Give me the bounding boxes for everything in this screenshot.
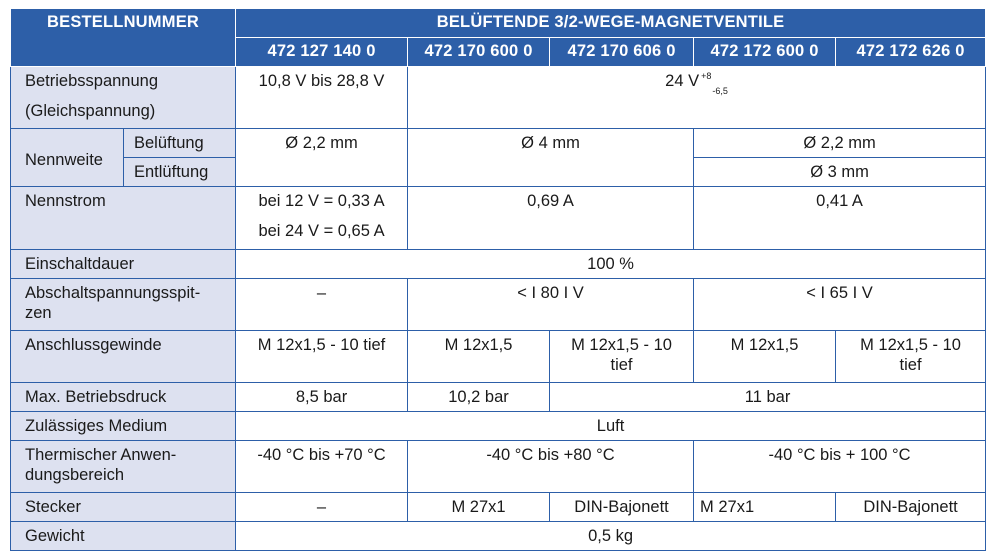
value-line: bei 12 V = 0,33 A xyxy=(258,192,385,210)
row-abschaltspannungsspitzen xyxy=(11,279,986,331)
value-line: tief xyxy=(899,356,922,374)
label-medium: Zulässiges Medium xyxy=(11,412,236,441)
value-abschalt-2: < I 80 I V xyxy=(408,279,694,331)
value-abschalt-3: < I 65 I V xyxy=(694,279,986,331)
label-entlueftung: Entlüftung xyxy=(124,158,236,187)
row-einschaltdauer xyxy=(11,250,986,279)
value-line: tief xyxy=(610,356,633,374)
label-nennstrom: Nennstrom xyxy=(11,187,236,250)
row-nennstrom xyxy=(11,187,986,250)
value-stecker-4: M 27x1 xyxy=(694,493,836,522)
value-anschluss-4: M 12x1,5 xyxy=(694,331,836,383)
value-einschaltdauer: 100 % xyxy=(236,250,986,279)
voltage-main: 24 V xyxy=(665,72,700,90)
label-anschlussgewinde: Anschlussgewinde xyxy=(11,331,236,383)
header-part-number: 472 127 140 0 xyxy=(236,38,408,67)
label-line: zen xyxy=(25,304,52,322)
value-line: M 12x1,5 - 10 xyxy=(860,336,961,354)
row-betriebsdruck xyxy=(11,383,986,412)
value-anschluss-5 xyxy=(836,331,986,383)
value-anschluss-3 xyxy=(550,331,694,383)
voltage-tolerance-plus: +8 xyxy=(701,71,712,81)
value-nennweite-3-belueftung: Ø 2,2 mm xyxy=(694,129,986,158)
value-betriebsspannung-2 xyxy=(408,67,986,129)
label-gewicht: Gewicht xyxy=(11,522,236,551)
value-stecker-2: M 27x1 xyxy=(408,493,550,522)
header-part-number: 472 170 600 0 xyxy=(408,38,550,67)
value-nennweite-2: Ø 4 mm xyxy=(408,129,694,187)
value-nennstrom-2: 0,69 A xyxy=(408,187,694,250)
header-part-number: 472 172 600 0 xyxy=(694,38,836,67)
label-line: Abschaltspannungsspit- xyxy=(25,284,201,302)
row-gewicht xyxy=(11,522,986,551)
label-betriebsdruck: Max. Betriebsdruck xyxy=(11,383,236,412)
label-nennweite: Nennweite xyxy=(11,129,124,187)
value-abschalt-1: – xyxy=(236,279,408,331)
header-row-1 xyxy=(11,9,986,38)
header-part-number: 472 170 606 0 xyxy=(550,38,694,67)
header-group-title: BELÜFTENDE 3/2-WEGE-MAGNETVENTILE xyxy=(236,9,986,38)
value-stecker-1: – xyxy=(236,493,408,522)
value-druck-1: 8,5 bar xyxy=(236,383,408,412)
row-anschlussgewinde xyxy=(11,331,986,383)
value-nennweite-3-entlueftung: Ø 3 mm xyxy=(694,158,986,187)
value-druck-3: 11 bar xyxy=(550,383,986,412)
value-medium: Luft xyxy=(236,412,986,441)
value-line: bei 24 V = 0,65 A xyxy=(258,222,385,240)
header-order-number: BESTELLNUMMER xyxy=(11,9,236,67)
row-stecker xyxy=(11,493,986,522)
label-thermisch xyxy=(11,441,236,493)
label-line: (Gleichspannung) xyxy=(25,102,156,120)
row-thermisch xyxy=(11,441,986,493)
label-belueftung: Belüftung xyxy=(124,129,236,158)
value-anschluss-2: M 12x1,5 xyxy=(408,331,550,383)
row-betriebsspannung xyxy=(11,67,986,129)
value-thermisch-2: -40 °C bis +80 °C xyxy=(408,441,694,493)
value-betriebsspannung-1: 10,8 V bis 28,8 V xyxy=(236,67,408,129)
value-thermisch-1: -40 °C bis +70 °C xyxy=(236,441,408,493)
row-nennweite-belueftung xyxy=(11,129,986,158)
label-einschaltdauer: Einschaltdauer xyxy=(11,250,236,279)
value-nennstrom-1 xyxy=(236,187,408,250)
label-betriebsspannung xyxy=(11,67,236,129)
spec-table xyxy=(10,8,986,551)
value-stecker-5: DIN-Bajonett xyxy=(836,493,986,522)
label-abschaltspannungsspitzen xyxy=(11,279,236,331)
value-nennweite-1: Ø 2,2 mm xyxy=(236,129,408,187)
value-nennstrom-3: 0,41 A xyxy=(694,187,986,250)
label-line: Thermischer Anwen- xyxy=(25,446,177,464)
value-gewicht: 0,5 kg xyxy=(236,522,986,551)
value-druck-2: 10,2 bar xyxy=(408,383,550,412)
value-anschluss-1: M 12x1,5 - 10 tief xyxy=(236,331,408,383)
label-stecker: Stecker xyxy=(11,493,236,522)
value-line: M 12x1,5 - 10 xyxy=(571,336,672,354)
voltage-tolerance-minus: -6,5 xyxy=(712,86,728,96)
header-part-number: 472 172 626 0 xyxy=(836,38,986,67)
row-medium xyxy=(11,412,986,441)
value-thermisch-3: -40 °C bis + 100 °C xyxy=(694,441,986,493)
value-stecker-3: DIN-Bajonett xyxy=(550,493,694,522)
label-line: dungsbereich xyxy=(25,466,125,484)
label-line: Betriebsspannung xyxy=(25,72,159,90)
